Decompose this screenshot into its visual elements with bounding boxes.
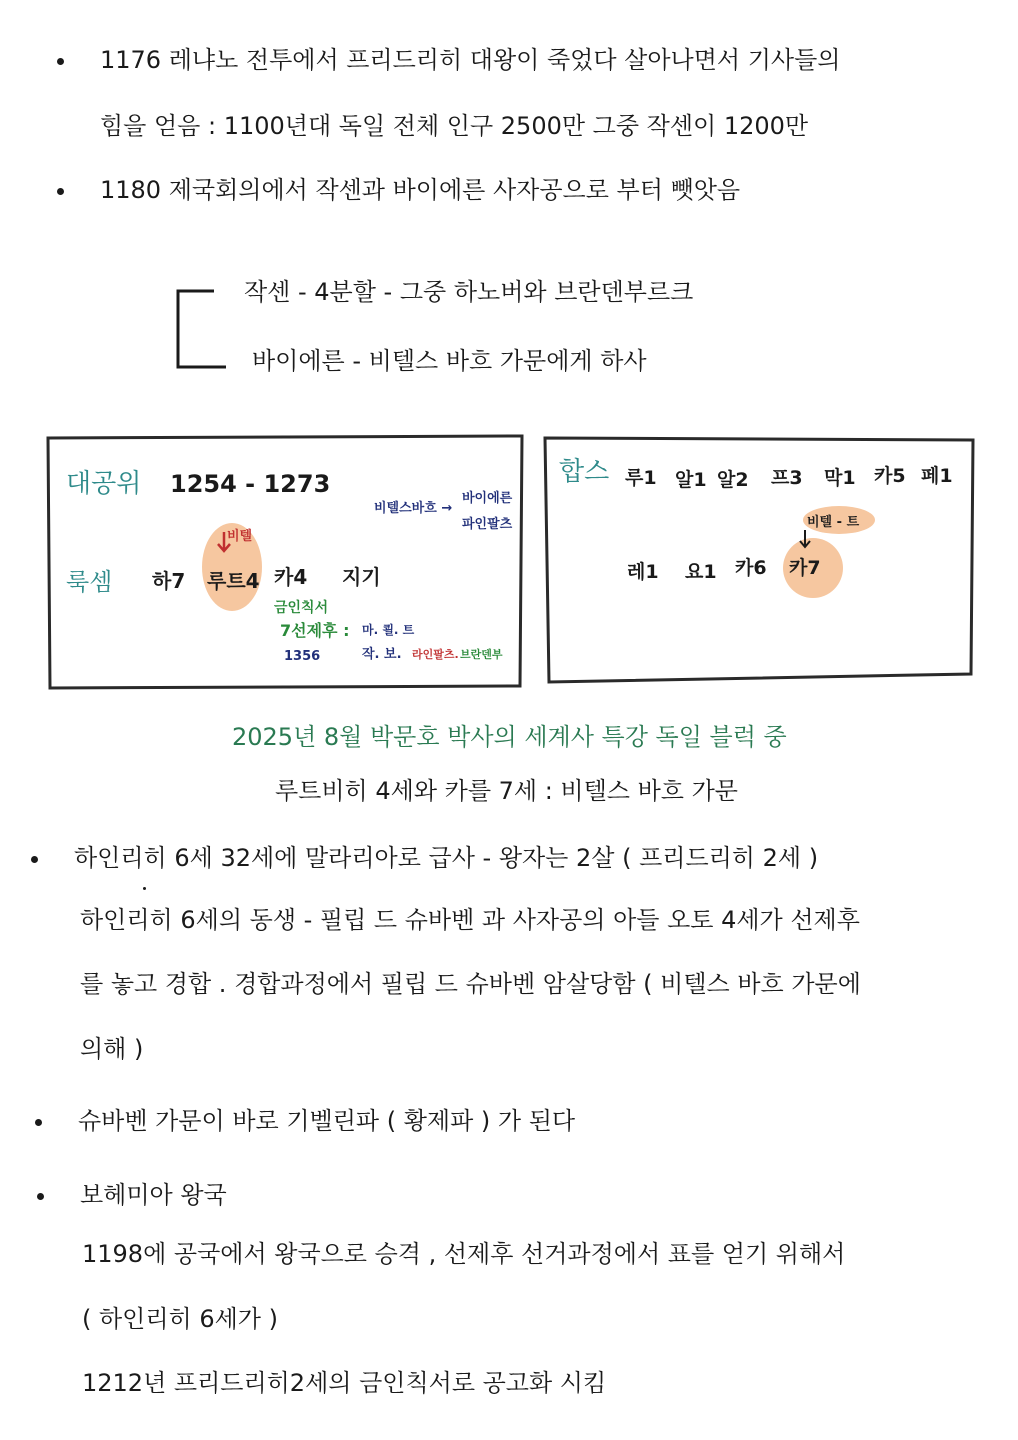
row1-item: 알2	[717, 469, 749, 491]
stray-dot	[143, 887, 146, 890]
label-luxembourg: 룩셈	[66, 568, 113, 596]
lay-electors-b: 라인팔츠.	[412, 648, 459, 661]
seven-electors: 7선제후 :	[280, 621, 350, 640]
row2-item: 요1	[685, 561, 717, 583]
row1-item: 페1	[921, 465, 953, 487]
row1-item: 막1	[824, 467, 856, 489]
bullet-dot	[37, 1193, 44, 1200]
lecture-source-caption: 2025년 8월 박문호 박사의 세계사 특강 독일 블럭 중	[232, 723, 787, 751]
bullet-dot	[57, 188, 64, 195]
row2-item: 레1	[627, 561, 659, 583]
note-wittelsbach: 비텔스바흐 →	[374, 501, 453, 516]
row1-item: 루1	[625, 467, 657, 489]
arrow-label-wittel: 비텔	[227, 529, 253, 544]
bullet-dot	[57, 58, 64, 65]
label-habsburg: 합스	[559, 457, 610, 487]
split-bavaria: 바이에른 - 비텔스 바흐 가문에게 하사	[252, 347, 647, 375]
bohemia-para-1: 1198에 공국에서 왕국으로 승격 , 선제후 선거과정에서 표를 얻기 위해서	[82, 1240, 846, 1268]
interregnum-years: 1254 - 1273	[170, 470, 331, 498]
bohemia-para-3: 1212년 프리드리히2세의 금인칙서로 공고화 시킴	[82, 1369, 607, 1397]
henry6-para-1: 하인리히 6세의 동생 - 필립 드 슈바벤 과 사자공의 아들 오토 4세가 선제후	[80, 906, 860, 934]
golden-bull-year: 1356	[284, 649, 321, 664]
row2-item: 카6	[735, 557, 767, 579]
row2-item: 루트4	[207, 569, 260, 593]
wittelsbach-subtitle: 루트비히 4세와 카를 7세 : 비텔스 바흐 가문	[275, 777, 738, 805]
row2-item: 카7	[789, 557, 821, 579]
row1-item: 알1	[675, 469, 707, 491]
row2-item: 카4	[274, 565, 308, 589]
golden-bull: 금인칙서	[274, 600, 329, 616]
bullet-1176-line2: 힘을 얻음 : 1100년대 독일 전체 인구 2500만 그중 작센이 1200만	[100, 112, 809, 140]
arrow-label-wittel-trier: 비텔 - 트	[807, 515, 860, 530]
bullet-1180: 1180 제국회의에서 작센과 바이에른 사자공으로 부터 뺏앗음	[100, 176, 741, 204]
bohemia-para-2: ( 하인리히 6세가 )	[82, 1305, 278, 1333]
row1-item: 카5	[874, 465, 906, 487]
row2-item: 지기	[342, 565, 381, 589]
bullet-dot	[35, 1119, 42, 1126]
row2-item: 하7	[152, 569, 186, 593]
bullet-bohemia: 보헤미아 왕국	[80, 1181, 227, 1209]
split-bracket	[170, 285, 230, 375]
bullet-swabia-ghibelline: 슈바벤 가문이 바로 기벨린파 ( 황제파 ) 가 된다	[78, 1107, 576, 1135]
henry6-para-3: 의해 )	[80, 1035, 144, 1063]
whiteboard-left	[44, 432, 528, 694]
bullet-dot	[31, 856, 38, 863]
lay-electors-a: 작. 보.	[362, 647, 402, 662]
bullet-henry6: 하인리히 6세 32세에 말라리아로 급사 - 왕자는 2살 ( 프리드리히 2세 )	[74, 844, 819, 872]
whiteboard-right	[541, 434, 979, 688]
row1-item: 프3	[771, 467, 803, 489]
henry6-para-2: 를 놓고 경합 . 경합과정에서 필립 드 슈바벤 암살당함 ( 비텔스 바흐 가문에	[80, 970, 861, 998]
split-saxony: 작센 - 4분할 - 그중 하노버와 브란덴부르크	[244, 278, 694, 306]
lay-electors-c: 브란덴부	[460, 648, 503, 661]
note-palatinate: 파인팔츠	[462, 517, 513, 532]
label-interregnum: 대공위	[66, 469, 142, 499]
ecclesiastical-electors: 마. 쾰. 트	[362, 623, 415, 637]
note-bavaria: 바이에른	[462, 491, 513, 506]
bullet-1176-line1: 1176 레냐노 전투에서 프리드리히 대왕이 죽었다 살아나면서 기사들의	[100, 46, 841, 74]
